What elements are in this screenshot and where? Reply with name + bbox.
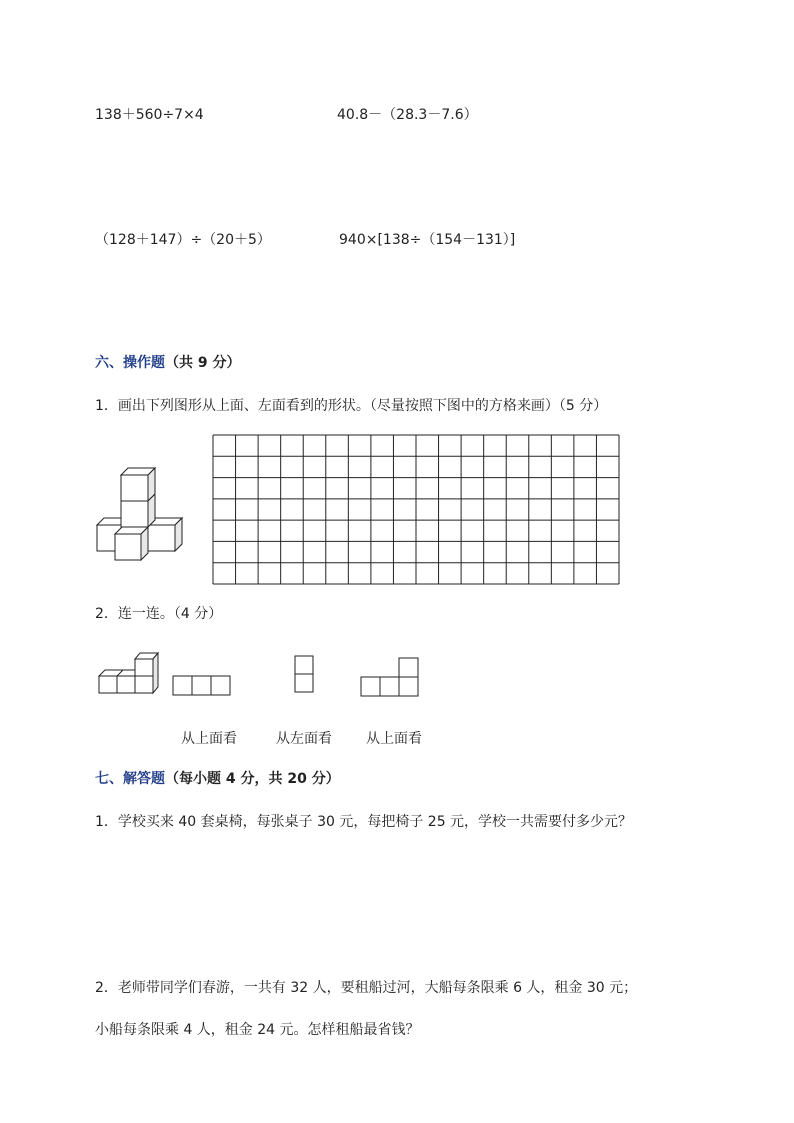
section-7-question-2-line-1: 2．老师带同学们春游，一共有 32 人，要租船过河，大船每条限乘 6 人，租金 30 元； bbox=[95, 980, 638, 996]
view-option-row-of-three[interactable] bbox=[172, 675, 232, 697]
section-6-question-2: 2．连一连。（4 分） bbox=[95, 606, 223, 622]
section-6-title-rest: （共 9 分） bbox=[165, 355, 241, 371]
section-7-question-1: 1．学校买来 40 套桌椅，每张桌子 30 元，每把椅子 25 元，学校一共需要付多少元？ bbox=[95, 814, 633, 830]
drawing-grid bbox=[212, 434, 620, 585]
section-6-question-1: 1．画出下列图形从上面、左面看到的形状。（尽量按照下图中的方格来画）（5 分） bbox=[95, 398, 608, 414]
expression-3: （128＋147）÷（20＋5） bbox=[95, 232, 271, 248]
view-label-top-2: 从上面看 bbox=[366, 731, 422, 747]
view-option-l-shape[interactable] bbox=[360, 656, 422, 698]
expression-4: 940×[138÷（154－131）] bbox=[339, 232, 516, 248]
expression-1: 138＋560÷7×4 bbox=[95, 107, 204, 123]
expression-2: 40.8－（28.3－7.6） bbox=[337, 107, 478, 123]
view-option-stacked-two[interactable] bbox=[294, 655, 316, 695]
cube-figure bbox=[95, 438, 185, 568]
section-7-title-rest: （每小题 4 分，共 20 分） bbox=[165, 771, 340, 787]
view-label-top-1: 从上面看 bbox=[181, 731, 237, 747]
view-label-left: 从左面看 bbox=[276, 731, 332, 747]
section-7-title bbox=[95, 770, 340, 788]
section-7-title-main: 七、解答题 bbox=[95, 771, 165, 787]
section-6-title bbox=[95, 354, 241, 372]
matching-cube-figure bbox=[97, 650, 159, 698]
section-7-question-2-line-2: 小船每条限乘 4 人，租金 24 元。怎样租船最省钱？ bbox=[95, 1022, 420, 1038]
section-6-title-main: 六、操作题 bbox=[95, 355, 165, 371]
